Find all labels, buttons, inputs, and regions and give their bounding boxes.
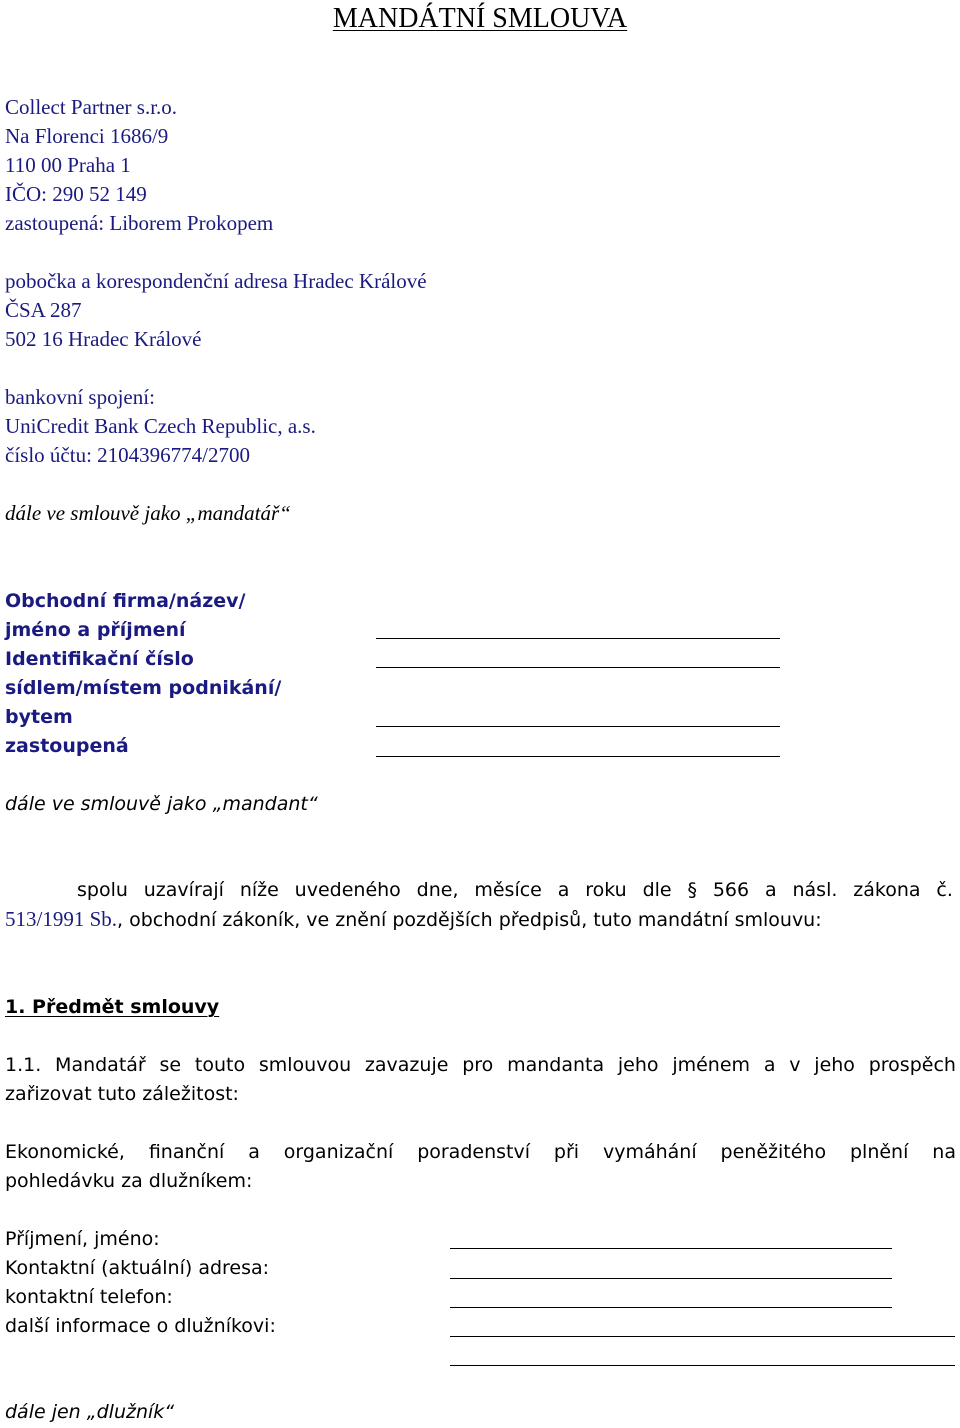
preamble-word: násl. [792, 879, 838, 901]
debtor-field-info: další informace o dlužníkovi: [5, 1315, 276, 1337]
mandatary-representative: zastoupená: Liborem Prokopem [5, 211, 274, 235]
clause-word: zavazuje [364, 1054, 449, 1076]
preamble-word: roku [585, 879, 627, 901]
section-1-heading [5, 994, 219, 1020]
debtor-field-name: Příjmení, jméno: [5, 1228, 160, 1250]
clause-word: touto [194, 1054, 246, 1076]
mandant-alias: dále ve smlouvě jako „mandant“ [5, 793, 318, 815]
mandant-field-id: Identifikační číslo [5, 648, 194, 670]
mandant-field-residence: bytem [5, 706, 73, 728]
branch-label: pobočka a korespondenční adresa Hradec Králové [5, 269, 427, 293]
debtor-info-blank-1[interactable] [450, 1336, 955, 1337]
preamble-word: dle [642, 879, 672, 901]
law-reference: 513/1991 Sb. [5, 907, 118, 931]
service-word: a [248, 1141, 260, 1163]
clause-word: se [159, 1054, 182, 1076]
preamble-word: dne, [416, 879, 459, 901]
preamble-word: zákona [853, 879, 921, 901]
preamble-line-2-rest: , obchodní zákoník, ve znění pozdějších předpisů, tuto mandátní smlouvu: [117, 909, 822, 931]
service-description-line-1 [5, 1139, 956, 1165]
preamble-word: a [557, 879, 570, 901]
service-word: Ekonomické, [5, 1141, 125, 1163]
mandant-field-seat: sídlem/místem podnikání/ [5, 677, 282, 699]
mandant-id-blank[interactable] [376, 667, 780, 668]
section-1-heading-text: 1. Předmět smlouvy [5, 996, 220, 1018]
clause-word: mandanta [507, 1054, 605, 1076]
preamble-word: spolu [77, 879, 128, 901]
clause-word: smlouvou [258, 1054, 352, 1076]
preamble-word: níže [239, 879, 279, 901]
preamble-word: a [764, 879, 777, 901]
clause-word: prospěch [868, 1054, 956, 1076]
preamble-word: § [687, 879, 697, 901]
bank-name: UniCredit Bank Czech Republic, a.s. [5, 414, 316, 438]
debtor-alias: dále jen „dlužník“ [5, 1401, 175, 1423]
bank-account: číslo účtu: 2104396774/2700 [5, 443, 250, 467]
service-word: při [553, 1141, 580, 1163]
clause-word: v [789, 1054, 801, 1076]
clause-word: pro [462, 1054, 494, 1076]
service-word: vymáhání [602, 1141, 697, 1163]
debtor-field-phone: kontaktní telefon: [5, 1286, 173, 1308]
preamble-word: č. [936, 879, 953, 901]
clause-word: a [763, 1054, 776, 1076]
preamble-word: měsíce [474, 879, 542, 901]
service-word: peněžitého [720, 1141, 827, 1163]
clause-1-1-line-1 [5, 1052, 956, 1078]
clause-1-1-line-2: zařizovat tuto záležitost: [5, 1083, 239, 1105]
clause-word: 1.1. [5, 1054, 42, 1076]
service-word: finanční [148, 1141, 225, 1163]
preamble-word: uvedeného [294, 879, 401, 901]
bank-label: bankovní spojení: [5, 385, 155, 409]
service-word: organizační [283, 1141, 394, 1163]
preamble-word: uzavírají [143, 879, 224, 901]
debtor-name-blank[interactable] [450, 1248, 892, 1249]
mandant-name-blank[interactable] [376, 638, 780, 639]
mandant-residence-blank[interactable] [376, 726, 780, 727]
service-description-line-2: pohledávku za dlužníkem: [5, 1170, 253, 1192]
preamble-line-1 [77, 877, 953, 903]
debtor-phone-blank[interactable] [450, 1307, 892, 1308]
debtor-address-blank[interactable] [450, 1278, 892, 1279]
clause-word: jeho [814, 1054, 855, 1076]
mandatary-street: Na Florenci 1686/9 [5, 124, 169, 148]
service-word: plnění [849, 1141, 909, 1163]
document-title: MANDÁTNÍ SMLOUVA [332, 3, 628, 34]
mandant-field-company: Obchodní firma/název/ [5, 590, 246, 612]
clause-word: jeho [617, 1054, 659, 1076]
debtor-field-address: Kontaktní (aktuální) adresa: [5, 1257, 270, 1279]
mandant-represented-blank[interactable] [376, 756, 780, 757]
branch-city: 502 16 Hradec Králové [5, 327, 202, 351]
clause-word: jménem [672, 1054, 751, 1076]
mandatary-city: 110 00 Praha 1 [5, 153, 131, 177]
mandatary-name: Collect Partner s.r.o. [5, 95, 178, 119]
mandant-field-name: jméno a příjmení [5, 619, 186, 641]
service-word: na [932, 1141, 956, 1163]
mandatary-ico: IČO: 290 52 149 [5, 182, 147, 206]
mandant-field-represented: zastoupená [5, 735, 129, 757]
preamble-line-2 [5, 906, 822, 933]
mandatary-alias: dále ve smlouvě jako „mandatář“ [5, 501, 291, 525]
clause-word: Mandatář [55, 1054, 146, 1076]
branch-street: ČSA 287 [5, 298, 82, 322]
debtor-info-blank-2[interactable] [450, 1365, 955, 1366]
preamble-word: 566 [712, 879, 750, 901]
service-word: poradenství [417, 1141, 530, 1163]
